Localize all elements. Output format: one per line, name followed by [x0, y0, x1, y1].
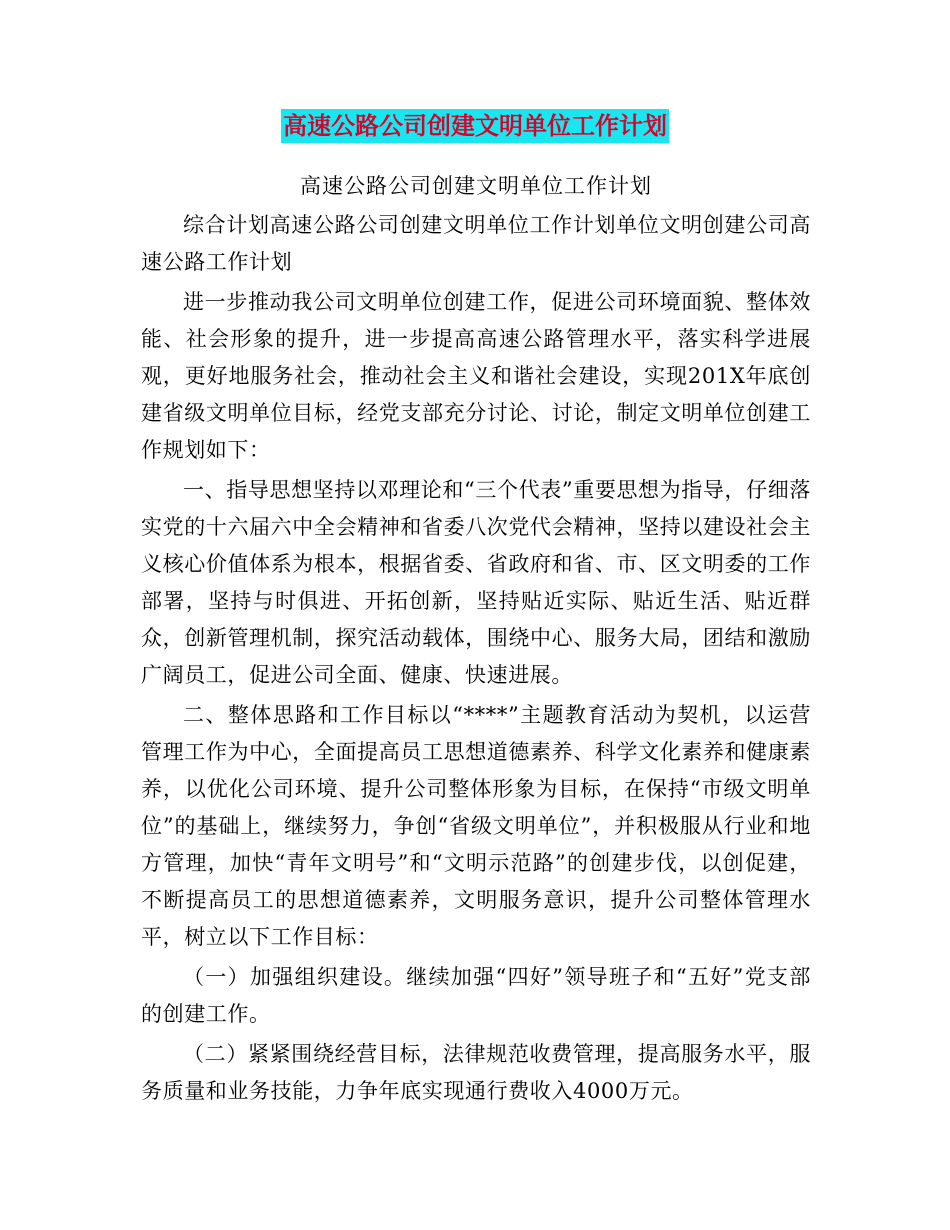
paragraph-intro: 进一步推动我公司文明单位创建工作，促进公司环境面貌、整体效能、社会形象的提升，进一步提高高速公路管理水平，落实科学进展观，更好地服务社会，推动社会主义和谐社会建设，实现201X年底创建省级文明单位目标，经党支部充分讨论、讨论，制定文明单位创建工作规划如下： — [141, 290, 811, 462]
paragraph-keywords: 综合计划高速公路公司创建文明单位工作计划单位文明创建公司高速公路工作计划 — [141, 213, 811, 274]
document-subtitle: 高速公路公司创建文明单位工作计划 — [300, 174, 652, 198]
document-title: 高速公路公司创建文明单位工作计划 — [281, 109, 669, 143]
paragraph-guiding-ideology: 一、指导思想坚持以邓理论和“三个代表”重要思想为指导，仔细落实党的十六届六中全会精神和省委八次党代会精神，坚持以建设社会主义核心价值体系为根本，根据省委、省政府和省、市、区文明委的工作部署，坚持与时俱进、开拓创新，坚持贴近实际、贴近生活、贴近群众，创新管理机制，探究活动载体，围绕中心、服务大局，团结和激励广阔员工，促进公司全面、健康、快速进展。 — [141, 478, 811, 687]
document-title-container — [0, 109, 950, 143]
paragraph-organization-building: （一）加强组织建设。继续加强“四好”领导班子和“五好”党支部的创建工作。 — [141, 965, 811, 1026]
paragraph-overall-approach: 二、整体思路和工作目标以“****”主题教育活动为契机，以运营管理工作为中心，全面提高员工思想道德素养、科学文化素养和健康素养，以优化公司环境、提升公司整体形象为目标，在保持“市级文明单位”的基础上，继续努力，争创“省级文明单位”，并积极服从行业和地方管理，加快“青年文明号”和“文明示范路”的创建步伐，以创促建，不断提高员工的思想道德素养，文明服务意识，提升公司整体管理水平，树立以下工作目标： — [141, 703, 811, 949]
document-body — [141, 168, 811, 1110]
paragraph-operation-goals: （二）紧紧围绕经营目标，法律规范收费管理，提高服务水平，服务质量和业务技能，力争年底实现通行费收入4000万元。 — [141, 1042, 811, 1103]
